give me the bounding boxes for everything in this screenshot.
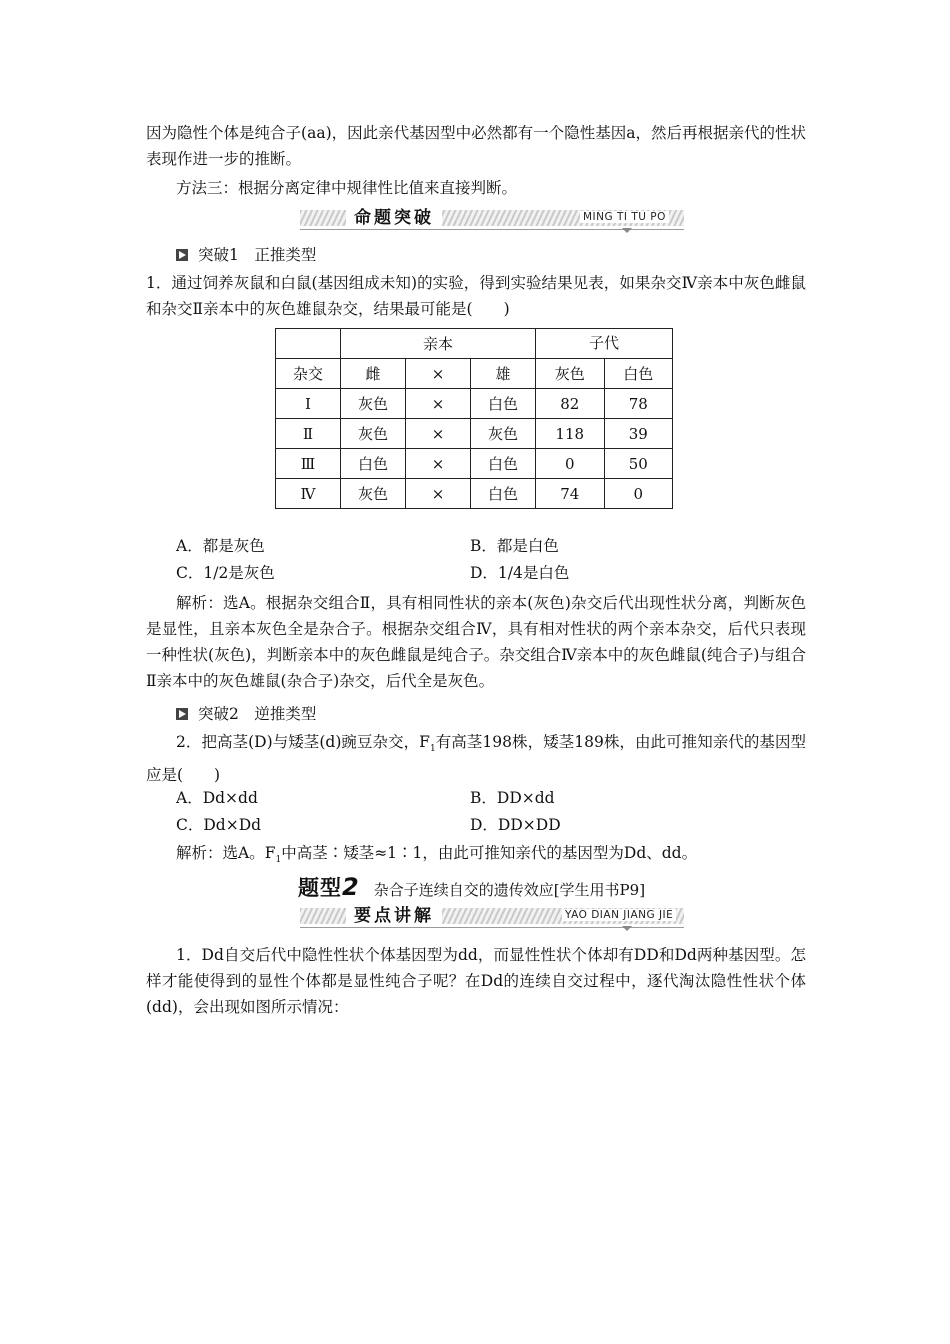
table-cell: 灰色 (341, 419, 406, 449)
table-cell: × (406, 389, 471, 419)
banner-subtitle: MING TI TU PO (580, 211, 669, 223)
table-cell: Ⅲ (276, 449, 341, 479)
question-2 (146, 729, 806, 788)
table-cell: 39 (604, 419, 673, 449)
table-cell: 灰色 (341, 389, 406, 419)
table-cell: × (406, 479, 471, 509)
q1-option-b: B．都是白色 (470, 537, 559, 555)
play-triangle-icon (176, 249, 188, 261)
question-1: 1．通过饲养灰鼠和白鼠(基因组成未知)的实验，得到实验结果见表，如果杂交Ⅳ亲本中灰色雌鼠和杂交Ⅱ亲本中的灰色雄鼠杂交，结果最可能是( ) (146, 274, 806, 318)
table-cell: 0 (536, 449, 605, 479)
table-cell: Ⅰ (276, 389, 341, 419)
table-cell: 白色 (471, 389, 536, 419)
type-title: 杂合子连续自交的遗传效应[学生用书P9] (373, 881, 646, 899)
table-header: 雄 (471, 359, 536, 389)
table-cell: Ⅳ (276, 479, 341, 509)
table-cell: Ⅱ (276, 419, 341, 449)
q2-analysis (176, 843, 697, 870)
q2-analysis-subscript: 1 (275, 855, 282, 866)
breakthrough-2-heading (176, 704, 316, 724)
banner-title: 要点讲解 (346, 904, 442, 928)
table-row (276, 449, 673, 479)
table-header: × (406, 359, 471, 389)
table-cell: × (406, 449, 471, 479)
table-header: 灰色 (536, 359, 605, 389)
table-header: 雌 (341, 359, 406, 389)
table-cell: 白色 (471, 449, 536, 479)
table-row (276, 479, 673, 509)
q2-option-d: D．DD×DD (470, 816, 561, 834)
table-header: 杂交 (276, 359, 341, 389)
table-header-row (276, 359, 673, 389)
section-banner-mingti (300, 206, 684, 232)
table-header: 白色 (604, 359, 673, 389)
cross-results-table (275, 328, 673, 509)
table-row (276, 419, 673, 449)
table-group-offspring: 子代 (536, 328, 673, 358)
type-2-heading (298, 872, 645, 902)
table-cell: 74 (536, 479, 605, 509)
intro-paragraph (146, 120, 806, 172)
chevron-down-icon (622, 228, 632, 233)
type-label: 题型 (298, 876, 342, 900)
q2-subscript: 1 (429, 744, 436, 755)
q2-text-start: 2．把高茎(D)与矮茎(d)豌豆杂交，F (176, 733, 430, 751)
breakthrough-2-label: 突破2 逆推类型 (198, 705, 317, 723)
banner-title: 命题突破 (346, 206, 442, 230)
breakthrough-1-label: 突破1 正推类型 (198, 246, 317, 264)
table-cell: × (406, 419, 471, 449)
q1-analysis: 解析：选A。根据杂交组合Ⅱ，具有相同性状的亲本(灰色)杂交后代出现性状分离，判断灰色是显性，且亲本灰色全是杂合子。根据杂交组合Ⅳ，具有相对性状的两个亲本杂交，后代只表现一种性状(灰色)，判断亲本中的灰色雌鼠是纯合子。杂交组合Ⅳ亲本中的灰色雌鼠(纯合子)与组合Ⅱ亲本中的灰色雄鼠(杂合子)杂交，后代全是灰色。 (146, 594, 806, 690)
table-cell-empty (276, 329, 341, 359)
table-cell: 白色 (341, 449, 406, 479)
chevron-down-icon (622, 926, 632, 931)
table-cell: 50 (604, 449, 673, 479)
banner-subtitle: YAO DIAN JIANG JIE (562, 909, 676, 921)
q2-option-a: A．Dd×dd (176, 789, 258, 807)
table-cell: 0 (604, 479, 673, 509)
table-cell: 82 (536, 389, 605, 419)
table-group-row (276, 329, 673, 359)
table-row (276, 389, 673, 419)
q2-text-end: 有高茎198株，矮茎189株，由此可推知亲代的基因型应是( ) (146, 733, 807, 785)
type-number: 2 (342, 873, 360, 901)
q2-option-c: C．Dd×Dd (176, 816, 262, 834)
intro-text: 因为隐性个体是纯合子(aa)，因此亲代基因型中必然都有一个隐性基因a，然后再根据亲代的性状表现作进一步的推断。 (146, 124, 806, 168)
q2-option-b: B．DD×dd (470, 789, 555, 807)
table-cell: 78 (604, 389, 673, 419)
table-cell: 白色 (471, 479, 536, 509)
q2-analysis-start: 解析：选A。F (176, 844, 276, 862)
table-cell: 灰色 (341, 479, 406, 509)
q1-option-c: C．1/2是灰色 (176, 564, 275, 582)
table-cell: 118 (536, 419, 605, 449)
q1-option-d: D．1/4是白色 (470, 564, 570, 582)
method-three: 方法三：根据分离定律中规律性比值来直接判断。 (176, 179, 518, 197)
breakthrough-1-heading (176, 245, 316, 265)
play-triangle-icon (176, 708, 188, 720)
point-1: 1．Dd自交后代中隐性性状个体基因型为dd，而显性性状个体却有DD和Dd两种基因型。怎样才能使得到的显性个体都是显性纯合子呢？在Dd的连续自交过程中，逐代淘汰隐性性状个体(dd)，会出现如图所示情况： (146, 946, 806, 1016)
q1-option-a: A．都是灰色 (176, 537, 265, 555)
table-cell: 灰色 (471, 419, 536, 449)
q2-analysis-end: 中高茎∶矮茎≈1∶1，由此可推知亲代的基因型为Dd、dd。 (281, 844, 698, 862)
section-banner-yaodian (300, 904, 684, 930)
table-group-parent: 亲本 (341, 329, 536, 359)
